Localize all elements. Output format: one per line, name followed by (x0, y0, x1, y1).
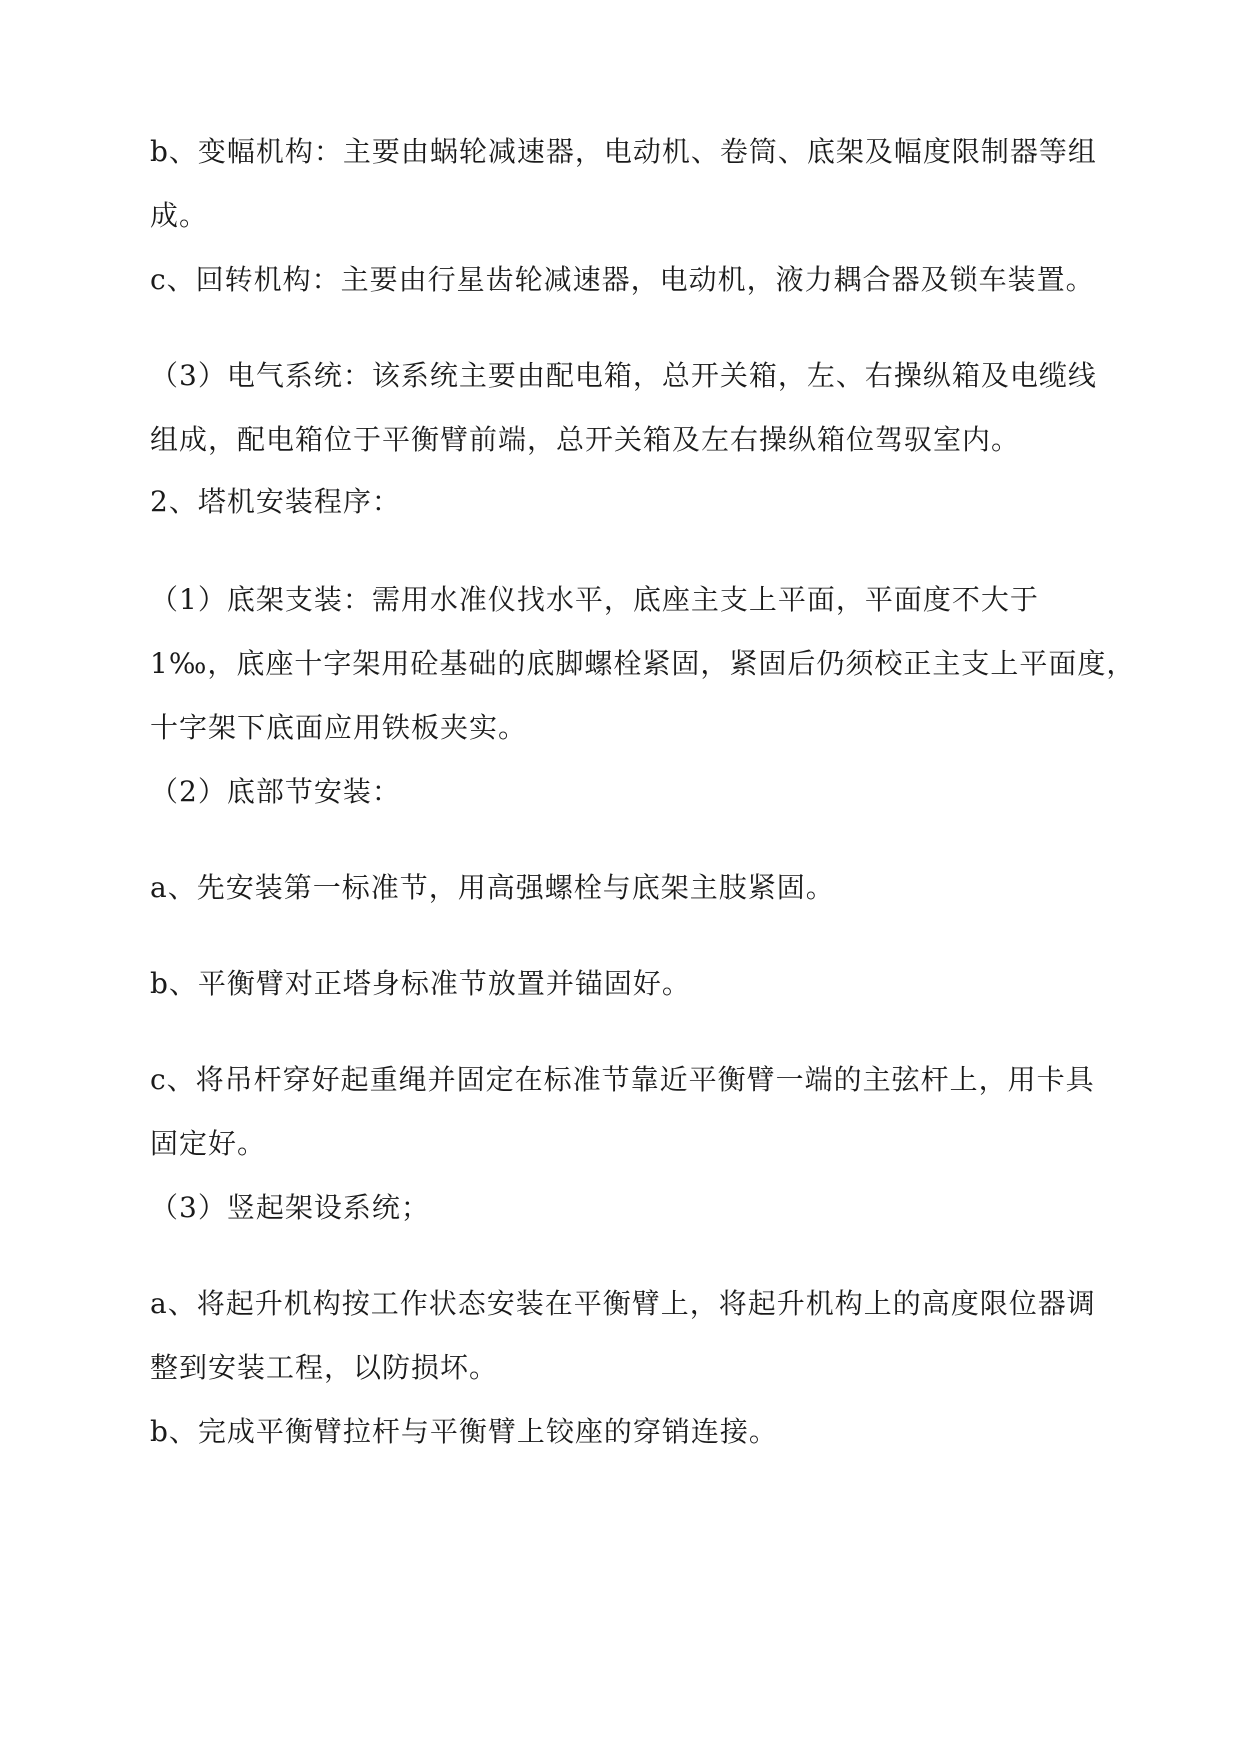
text-line: c、回转机构：主要由行星齿轮减速器，电动机，液力耦合器及锁车装置。 (150, 263, 1095, 296)
paragraph-first-standard-section (150, 856, 1096, 920)
paragraph-luffing-mechanism (150, 120, 1096, 248)
paragraph-base-frame-installation (150, 568, 1136, 760)
text-line: （2）底部节安装： (150, 775, 401, 808)
paragraph-bottom-section-heading (150, 760, 1096, 824)
text-line: 2、塔机安装程序： (150, 485, 401, 518)
text-line: 成。 (150, 199, 209, 232)
text-line: c、将吊杆穿好起重绳并固定在标准节靠近平衡臂一端的主弦杆上，用卡具 (150, 1063, 1095, 1096)
text-line: b、平衡臂对正塔身标准节放置并锚固好。 (150, 967, 691, 1000)
text-line: b、变幅机构：主要由蜗轮减速器，电动机、卷筒、底架及幅度限制器等组 (150, 135, 1097, 168)
paragraph-hoisting-mechanism (150, 1272, 1096, 1400)
paragraph-slewing-mechanism (150, 248, 1096, 312)
paragraph-electrical-system (150, 344, 1096, 472)
text-line: （3）电气系统：该系统主要由配电箱，总开关箱，左、右操纵箱及电缆线 (150, 359, 1097, 392)
text-line: 整到安装工程，以防损坏。 (150, 1351, 499, 1384)
paragraph-erection-system-heading (150, 1176, 1096, 1240)
text-line: （3）竖起架设系统； (150, 1191, 430, 1224)
paragraph-installation-procedure-heading (150, 470, 1096, 534)
text-line: 1‰，底座十字架用砼基础的底脚螺栓紧固，紧固后仍须校正主支上平面度， (150, 647, 1136, 680)
paragraph-balance-arm-alignment (150, 952, 1096, 1016)
text-line: a、先安装第一标准节，用高强螺栓与底架主肢紧固。 (150, 871, 835, 904)
text-line: a、将起升机构按工作状态安装在平衡臂上，将起升机构上的高度限位器调 (150, 1287, 1096, 1320)
text-line: b、完成平衡臂拉杆与平衡臂上铰座的穿销连接。 (150, 1415, 778, 1448)
text-line: 十字架下底面应用铁板夹实。 (150, 711, 528, 744)
paragraph-tie-rod-connection (150, 1400, 1096, 1464)
paragraph-boom-rope (150, 1048, 1096, 1176)
text-line: 组成，配电箱位于平衡臂前端，总开关箱及左右操纵箱位驾驭室内。 (150, 423, 1021, 456)
text-line: 固定好。 (150, 1127, 267, 1160)
text-line: （1）底架支装：需用水准仪找水平，底座主支上平面，平面度不大于 (150, 583, 1039, 616)
